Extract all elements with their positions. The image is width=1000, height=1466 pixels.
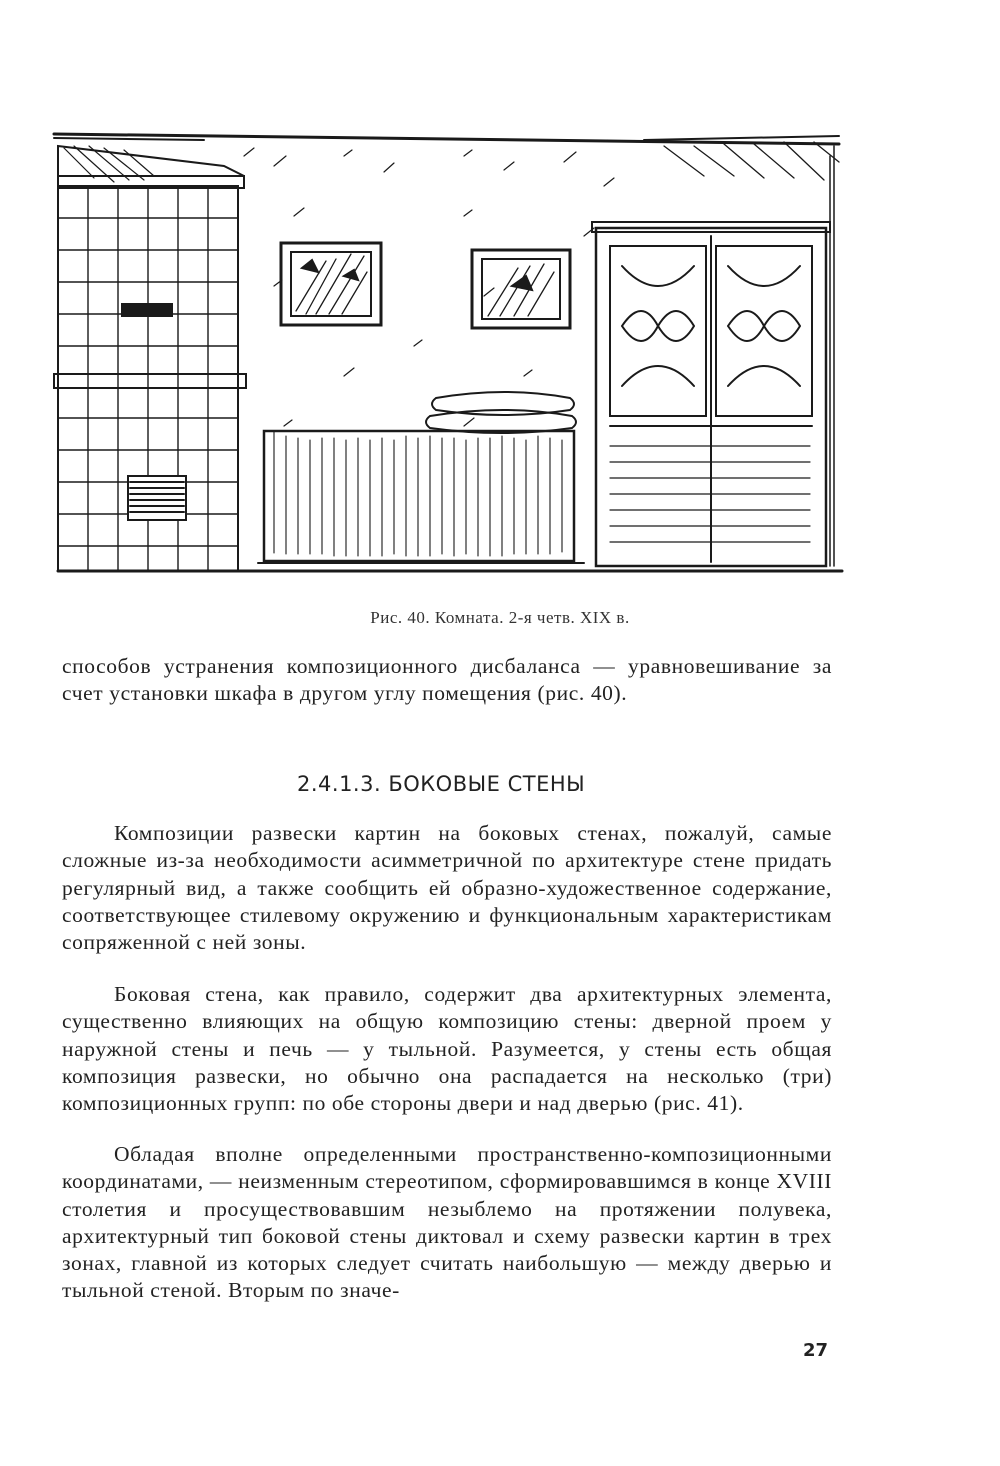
left-picture-frame xyxy=(281,243,381,325)
page-number: 27 xyxy=(803,1340,829,1361)
right-picture-frame xyxy=(472,250,570,328)
section-heading: 2.4.1.3. БОКОВЫЕ СТЕНЫ xyxy=(297,772,586,796)
body-paragraph: Боковая стена, как правило, содержит два архитектурных элемента, существенно влияющих на общую композицию стены: дверной проем у наружной стены и печь — у тыльной. Разумеется, у стены есть общая композиция развески, но обычно она распадается на несколько (три) композиционных групп: по обе стороны двери и над дверью (рис. 41). xyxy=(62,982,832,1116)
glass-cabinet xyxy=(592,146,834,566)
ceiling-and-wall-hatching xyxy=(54,134,839,426)
sofa-with-pillows xyxy=(258,392,584,563)
room-illustration xyxy=(44,126,844,582)
tiled-stove xyxy=(54,146,246,571)
figure-caption: Рис. 40. Комната. 2-я четв. XIX в. xyxy=(370,608,630,627)
body-paragraph: Композиции развески картин на боковых стенах, пожалуй, самые сложные из-за необходимости асимметричной по архитектуре стене придать регулярный вид, а также сообщить ей образно-художественное содержание, соответствующее стилевому окружению и функциональным характеристикам сопряженной с ней зоны. xyxy=(62,821,832,955)
body-paragraph: Обладая вполне определенными пространственно-композиционными координатами, — неизменным стереотипом, сформировавшимся в конце XVIII столетия и просуществовавшим незыблемо на протяжении полувека, архитектурный тип боковой стены диктовал и схему развески картин в трех зонах, главной из которых следует считать наибольшую — между дверью и тыльной стеной. Вторым по значе- xyxy=(62,1142,832,1303)
intro-paragraph: способов устранения композиционного дисбаланса — уравновешивание за счет установки шкафа в другом углу помещения (рис. 40). xyxy=(62,654,832,706)
